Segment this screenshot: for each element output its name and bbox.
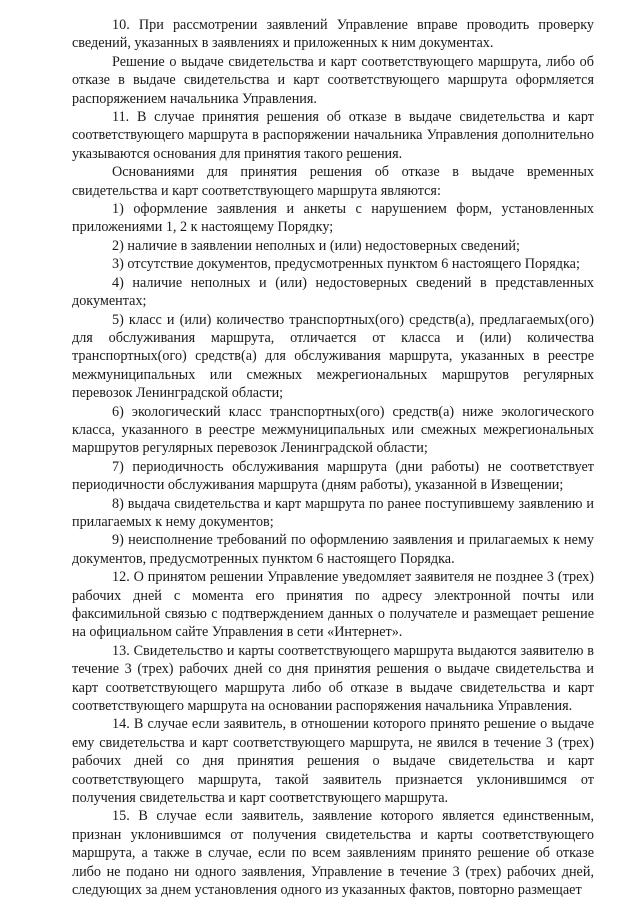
paragraph-15: 15. В случае если заявитель, заявление которого является единственным, признан уклонившимся от получения свидетельства и карты соответствующего маршрута, а также в случае, если по всем заявлениям принято решение об отказе либо не подано ни одного заявления, Управление в течение 3 (трех) рабочих дней, следующих за днем установления одного из указанных фактов, повторно размещает	[72, 808, 594, 899]
list-item-3: 3) отсутствие документов, предусмотренных пунктом 6 настоящего Порядка;	[112, 256, 580, 273]
document-page	[72, 16, 594, 900]
paragraph-13: 13. Свидетельство и карты соответствующего маршрута выдаются заявителю в течение 3 (трех) рабочих дней со дня принятия решения о выдаче свидетельства и карт соответствующего маршрута либо об отказе в выдаче свидетельства и карт соответствующего маршрута на основании распоряжения начальника Управления.	[72, 642, 594, 715]
paragraph-10: 10. При рассмотрении заявлений Управление вправе проводить проверку сведений, указанных в заявлениях и приложенных к ним документах.	[72, 17, 594, 52]
list-item-7: 7) периодичность обслуживания маршрута (дни работы) не соответствует периодичности обслуживания маршрута (дням работы), указанной в Извещении;	[72, 458, 594, 494]
list-item-5: 5) класс и (или) количество транспортных(ого) средств(а), предлагаемых(ого) для обслуживания маршрута, отличается от класса и (или) количества транспортных(ого) средств(а) для обслуживания маршрута, указанных в реестре межмуниципальных или смежных межрегиональных маршрутов регулярных перевозок Ленинградской области;	[72, 311, 594, 402]
paragraph-14: 14. В случае если заявитель, в отношении которого принято решение о выдаче ему свидетельства и карт соответствующего маршрута, не явился в течение 3 (трех) рабочих дней со дня принятия решения о выдаче свидетельства и карт соответствующего маршрута, такой заявитель признается уклонившимся от получения свидетельства и карт соответствующего маршрута.	[72, 716, 594, 807]
list-item-9: 9) неисполнение требований по оформлению заявления и прилагаемых к нему документов, предусмотренных пунктом 6 настоящего Порядка.	[72, 532, 594, 567]
paragraph-refusal-grounds: Основаниями для принятия решения об отказе в выдаче временных свидетельства и карт соответствующего маршрута являются:	[72, 164, 594, 199]
list-item-2: 2) наличие в заявлении неполных и (или) недостоверных сведений;	[112, 237, 520, 254]
paragraph-12: 12. О принятом решении Управление уведомляет заявителя не позднее 3 (трех) рабочих дней с момента его принятия по адресу электронной почты или факсимильной связью с подтверждением данных о получателе и размещает решение на официальном сайте Управления в сети «Интернет».	[72, 569, 594, 641]
list-item-6: 6) экологический класс транспортных(ого) средств(а) ниже экологического класса, указанного в реестре межмуниципальных или смежных межрегиональных маршрутов регулярных перевозок Ленинградской области;	[72, 403, 594, 457]
paragraph-decision-form: Решение о выдаче свидетельства и карт соответствующего маршрута, либо об отказе в выдаче свидетельства и карт соответствующего маршрута оформляется распоряжением начальника Управления.	[72, 53, 594, 107]
list-item-1: 1) оформление заявления и анкеты с нарушением форм, установленных приложениями 1, 2 к настоящему Порядку;	[72, 201, 594, 236]
paragraph-11: 11. В случае принятия решения об отказе в выдаче свидетельства и карт соответствующего маршрута в распоряжении начальника Управления дополнительно указываются основания для принятия такого решения.	[72, 109, 594, 162]
list-item-8: 8) выдача свидетельства и карт маршрута по ранее поступившему заявлению и прилагаемых к нему документов;	[72, 495, 594, 530]
list-item-4: 4) наличие неполных и (или) недостоверных сведений в представленных документах;	[72, 274, 594, 310]
